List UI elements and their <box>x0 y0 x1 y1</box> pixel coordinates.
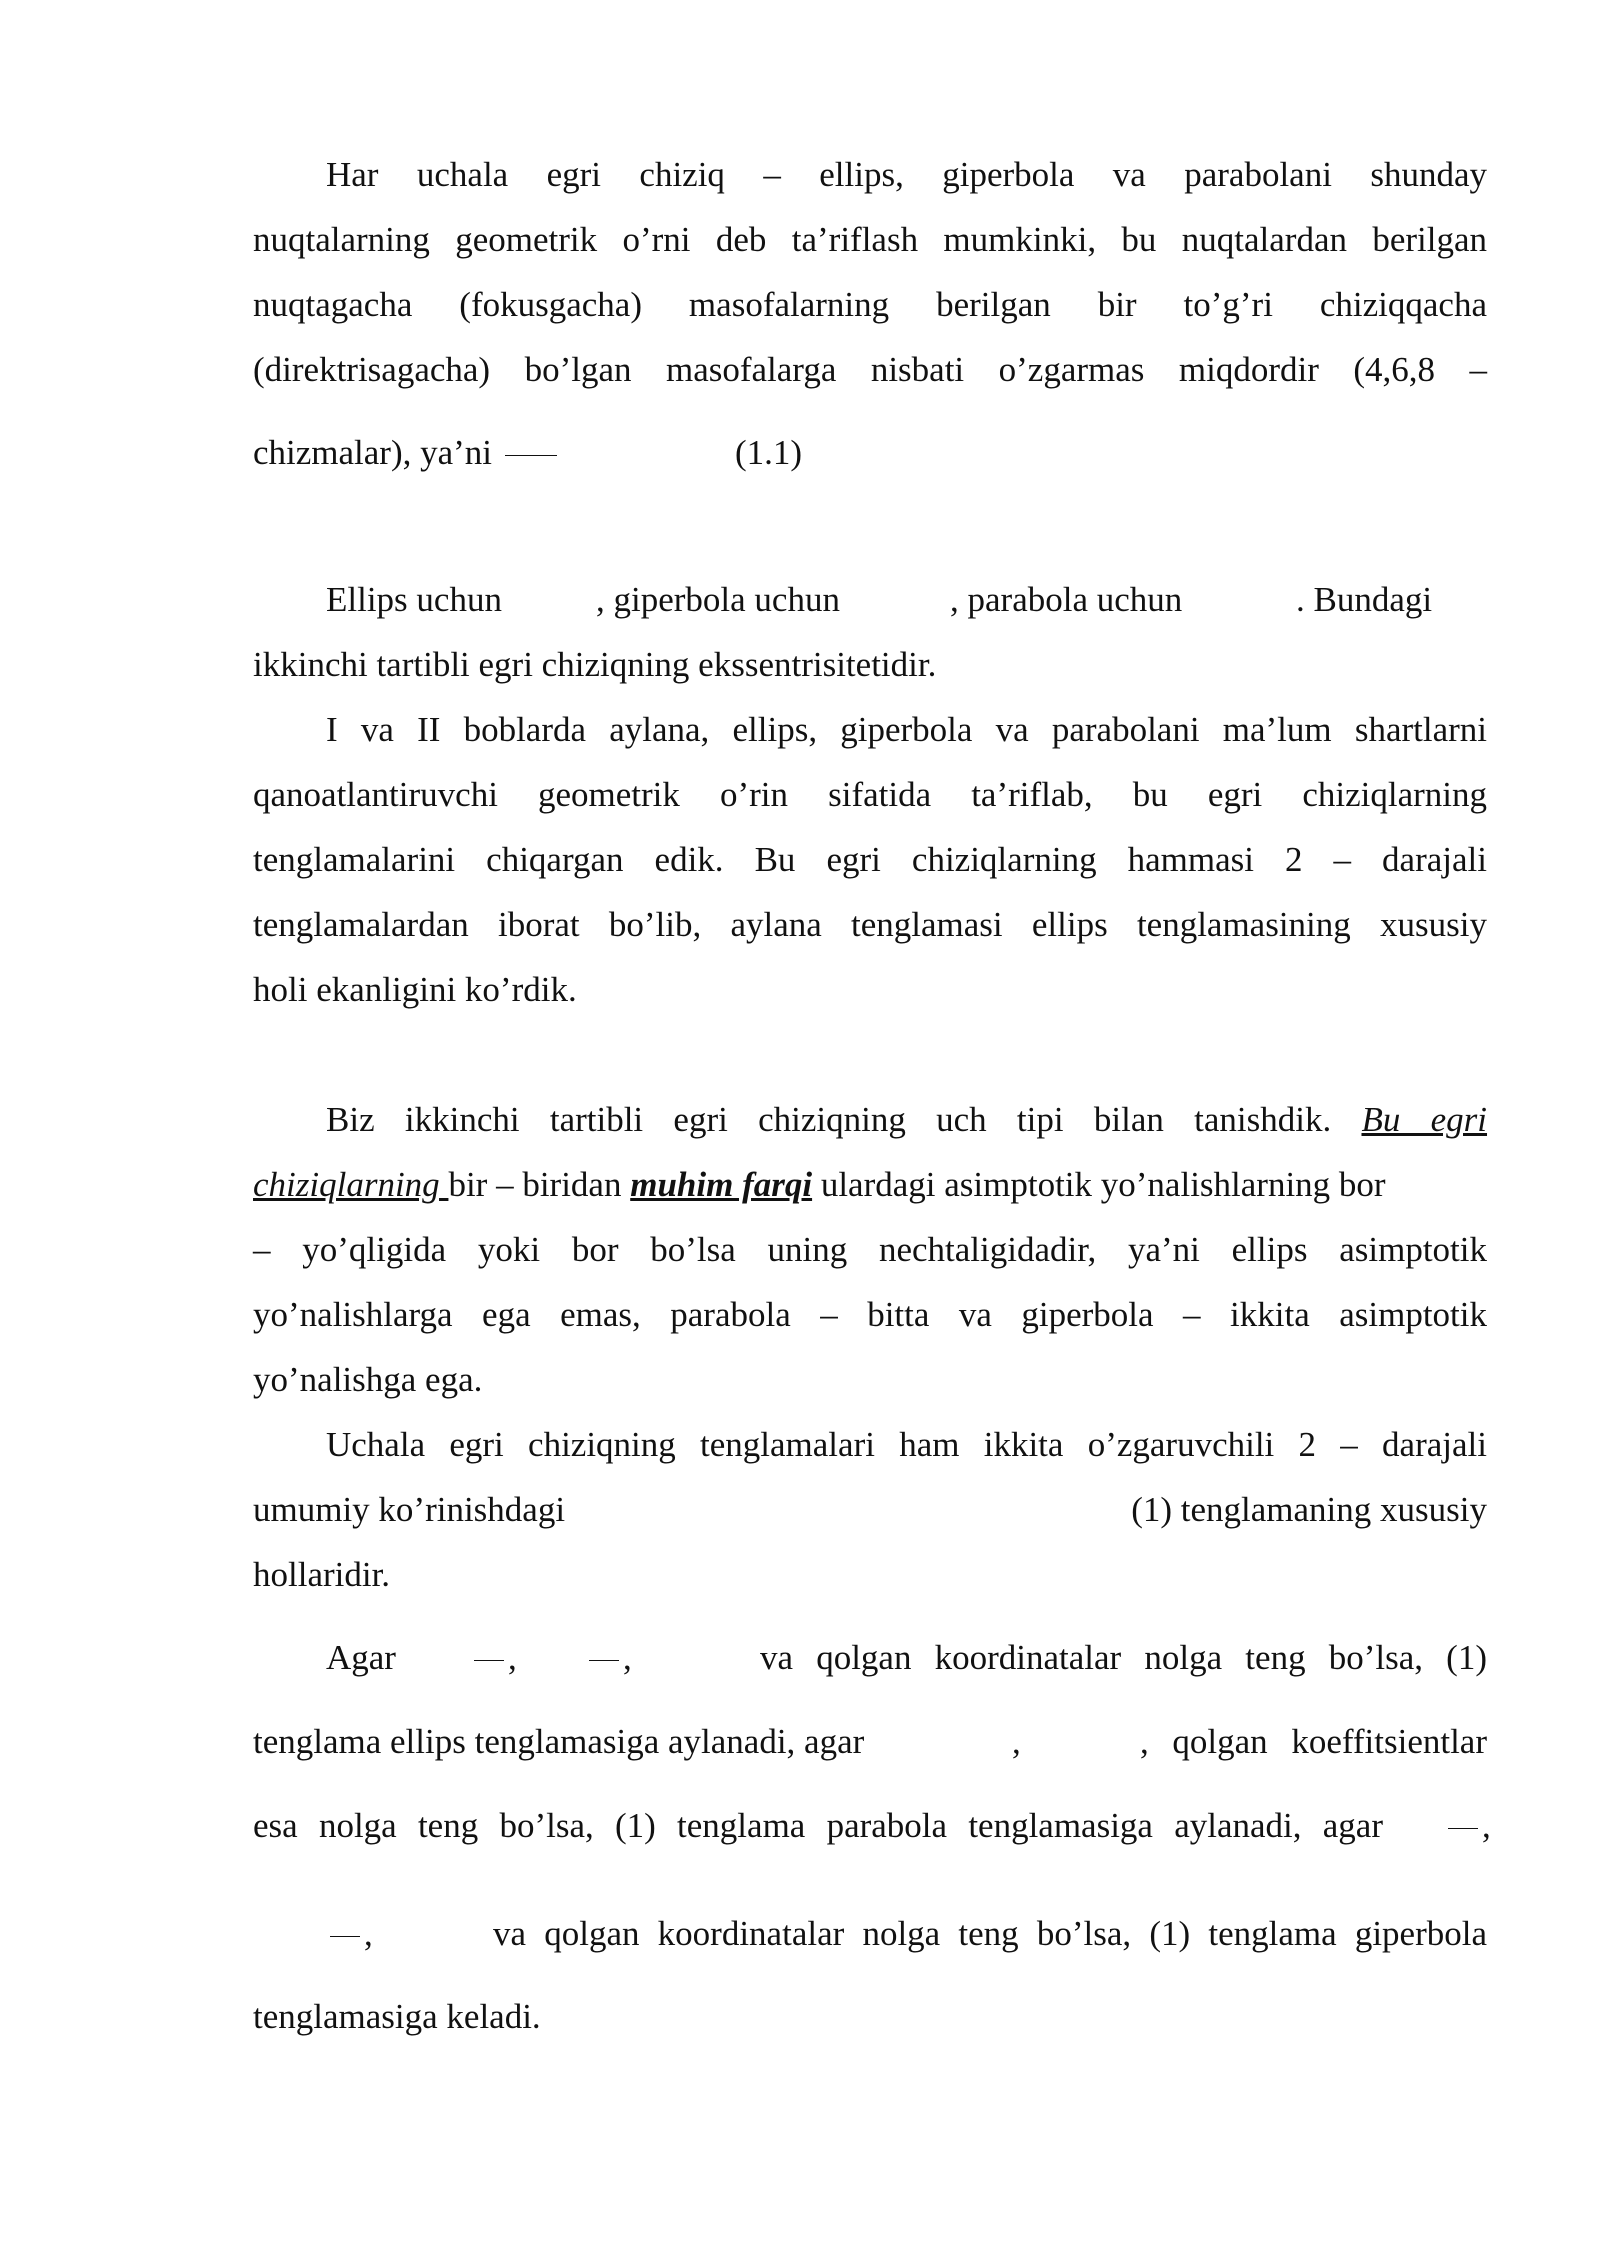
p2-ellips-label: Ellips uchun <box>326 580 502 619</box>
p5-line-2-right: (1) tenglamaning xususiy <box>1131 1490 1487 1529</box>
comma: , <box>508 1638 517 1677</box>
p6-fraction-3 <box>1444 1806 1491 1846</box>
p4-line-2-mid: bir – biridan <box>448 1165 631 1204</box>
p4-line-5: yo’nalishga ega. <box>253 1360 483 1399</box>
p5-line-2-left: umumiy ko’rinishdagi <box>253 1490 566 1529</box>
p5-line-1: Uchala egri chiziqning tenglamalari ham ikkita o’zgaruvchili 2 – darajali <box>326 1425 1487 1464</box>
p3-line-4: tenglamalardan iborat bo’lib, aylana tenglamasi ellips tenglamasining xususiy <box>253 905 1487 944</box>
p4-strong-emphasis: muhim farqi <box>630 1165 813 1204</box>
p6-fraction-1 <box>470 1638 517 1678</box>
fraction-bar <box>474 1660 504 1661</box>
p5-line-3: hollaridir. <box>253 1555 391 1594</box>
comma: , <box>1482 1806 1491 1845</box>
equation-number: (1.1) <box>735 433 803 472</box>
p4-line-4: yo’nalishlarga ega emas, parabola – bitta va giperbola – ikkita asimptotik <box>253 1295 1487 1334</box>
p2-parabola-label: , parabola uchun <box>950 580 1183 619</box>
p3-line-3: tenglamalarini chiqargan edik. Bu egri chiziqlarning hammasi 2 – darajali <box>253 840 1487 879</box>
p6-fraction-4 <box>326 1914 373 1954</box>
p4-line-2-rest: ulardagi asimptotik yo’nalishlarning bor <box>812 1165 1386 1204</box>
p2-bundagi: . Bundagi <box>1296 580 1433 619</box>
p6-line-3: esa nolga teng bo’lsa, (1) tenglama parabola tenglamasiga aylanadi, agar <box>253 1806 1383 1845</box>
p6-line-2-right: , qolgan koeffitsientlar <box>1140 1722 1487 1761</box>
p4-line-3: – yo’qligida yoki bor bo’lsa uning nechtaligidadir, ya’ni ellips asimptotik <box>253 1230 1487 1269</box>
p3-line-2: qanoatlantiruvchi geometrik o’rin sifatida ta’riflab, bu egri chiziqlarning <box>253 775 1487 814</box>
p1-line-1: Har uchala egri chiziq – ellips, giperbola va parabolani shunday <box>326 155 1487 194</box>
p1-line-5-text: chizmalar), ya’ni <box>253 433 493 472</box>
p1-line-4: (direktrisagacha) bo’lgan masofalarga nisbati o’zgarmas miqdordir (4,6,8 – <box>253 350 1487 389</box>
p1-line-5 <box>253 433 561 473</box>
p4-line-1-text: Biz ikkinchi tartibli egri chiziqning uch tipi bilan tanishdik. <box>326 1100 1332 1139</box>
p4-line-2 <box>253 1165 1487 1205</box>
fraction-bar <box>330 1936 360 1937</box>
p6-fraction-2 <box>585 1638 632 1678</box>
comma: , <box>364 1914 373 1953</box>
p6-agar: Agar <box>326 1638 396 1677</box>
p1-line-2: nuqtalarning geometrik o’rni deb ta’riflash mumkinki, bu nuqtalardan berilgan <box>253 220 1487 259</box>
p6-line-5: tenglamasiga keladi. <box>253 1997 541 2036</box>
p3-line-5: holi ekanligini ko’rdik. <box>253 970 577 1009</box>
p3-line-1: I va II boblarda aylana, ellips, giperbola va parabolani ma’lum shartlarni <box>326 710 1487 749</box>
p4-line-1 <box>326 1100 1487 1140</box>
p6-comma: , <box>1012 1722 1021 1761</box>
p6-line-1-rest: va qolgan koordinatalar nolga teng bo’lsa, (1) <box>760 1638 1487 1677</box>
p2-line-2: ikkinchi tartibli egri chiziqning ekssentrisitetidir. <box>253 645 937 684</box>
fraction-bar <box>589 1660 619 1661</box>
p1-line-3: nuqtagacha (fokusgacha) masofalarning berilgan bir to’g’ri chiziqqacha <box>253 285 1487 324</box>
fraction-bar <box>505 455 557 456</box>
p6-line-2-left: tenglama ellips tenglamasiga aylanadi, agar <box>253 1722 865 1761</box>
p2-giperbola-label: , giperbola uchun <box>596 580 840 619</box>
p6-line-4-rest: va qolgan koordinatalar nolga teng bo’lsa, (1) tenglama giperbola <box>493 1914 1487 1953</box>
fraction-bar <box>1448 1828 1478 1829</box>
comma: , <box>623 1638 632 1677</box>
p4-emphasis-2: chiziqlarning <box>253 1165 449 1204</box>
p4-emphasis-1: Bu egri <box>1361 1100 1488 1139</box>
